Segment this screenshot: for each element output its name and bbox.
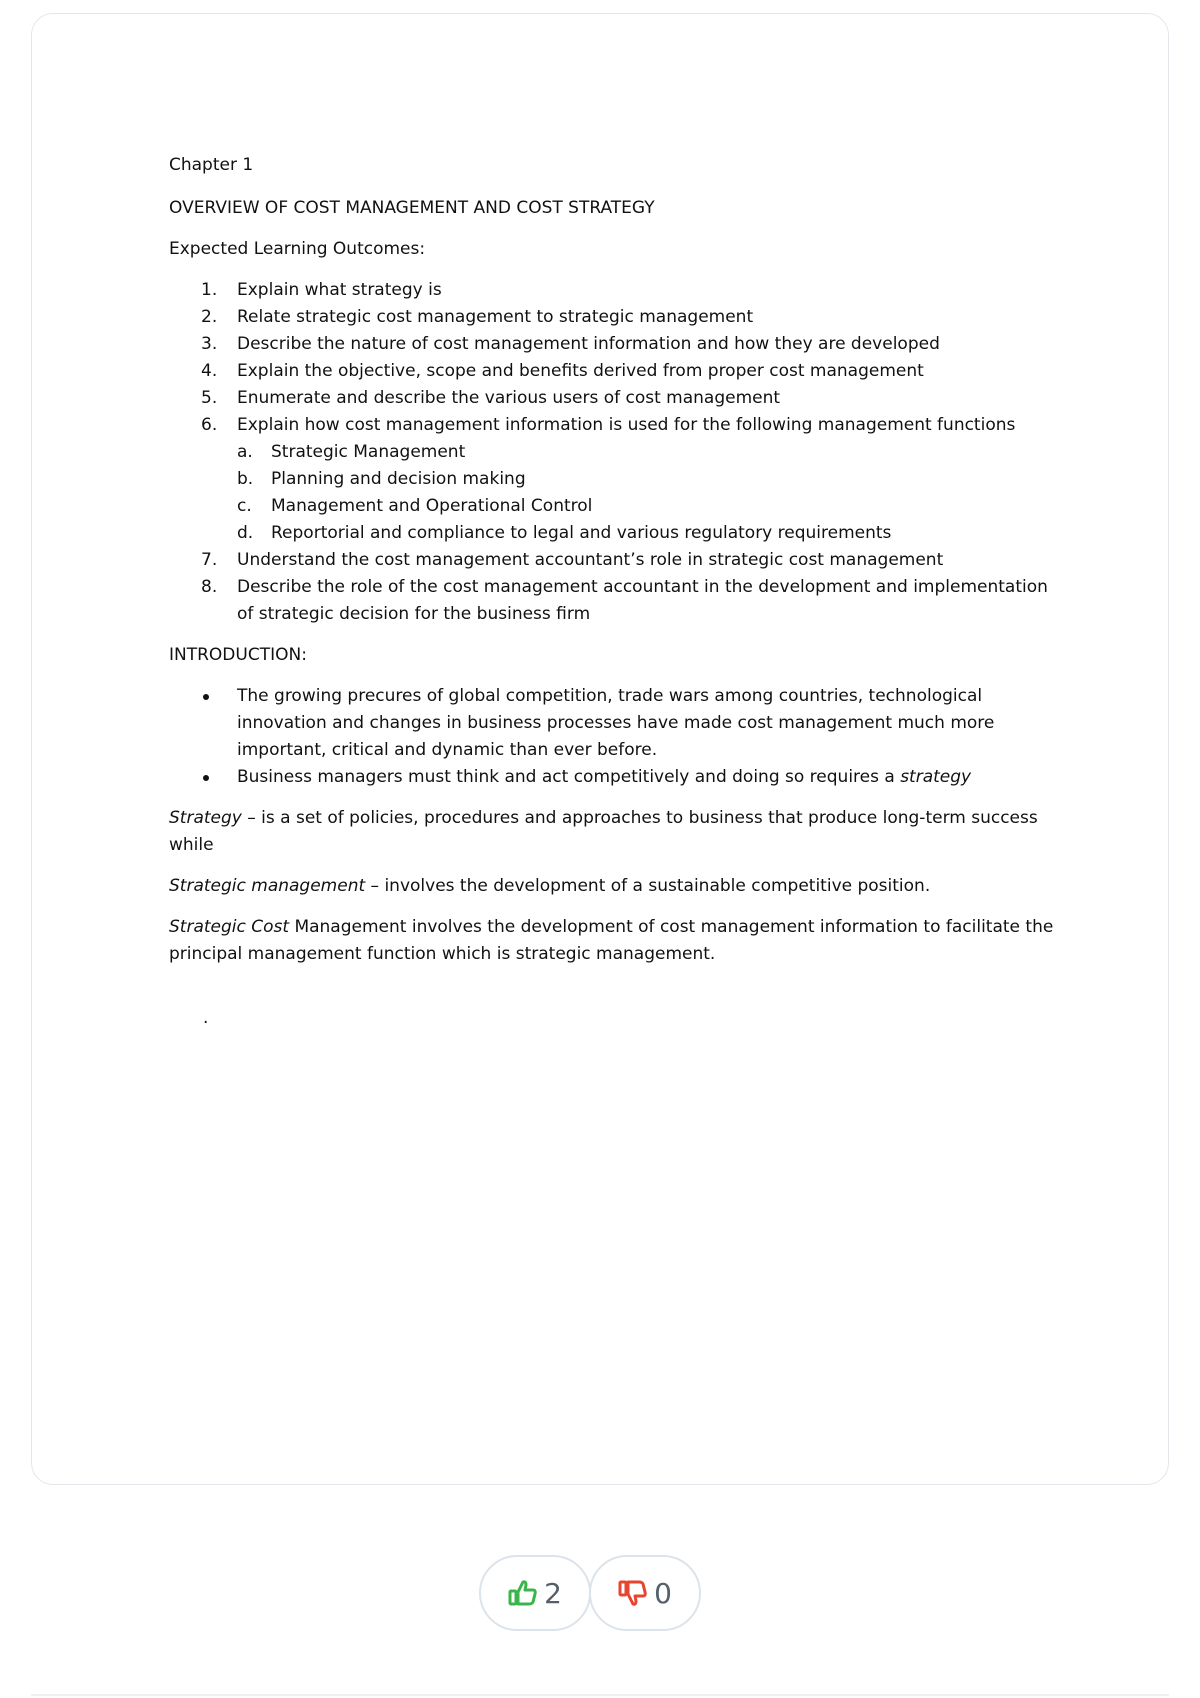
introduction-bullets — [169, 683, 1069, 791]
downvote-count: 0 — [654, 1576, 672, 1610]
definition-term: Strategy — [169, 808, 242, 828]
item-number: 4. — [201, 361, 218, 381]
thumbs-up-icon — [508, 1579, 538, 1607]
item-number: 7. — [201, 550, 218, 570]
item-number: 1. — [201, 280, 218, 300]
thumbs-down-icon — [618, 1579, 648, 1607]
item-text: Reportorial and compliance to legal and various regulatory requirements — [271, 523, 892, 543]
list-item — [169, 547, 1069, 574]
sub-list-item — [237, 466, 1069, 493]
item-letter: b. — [237, 469, 254, 489]
upvote-button[interactable] — [479, 1555, 591, 1631]
upvote-count: 2 — [544, 1576, 562, 1610]
item-text: Describe the nature of cost management information and how they are developed — [237, 334, 940, 354]
list-item — [169, 412, 1069, 547]
list-item — [169, 683, 1069, 764]
definition-text: – is a set of policies, procedures and approaches to business that produce long-term success while — [169, 808, 1038, 855]
item-number: 3. — [201, 334, 218, 354]
item-text: Understand the cost management accountant’s role in strategic cost management — [237, 550, 944, 570]
outcomes-list — [169, 277, 1069, 628]
footer-divider — [31, 1694, 1169, 1696]
item-text: Explain how cost management information is used for the following management functions — [237, 415, 1016, 435]
list-item — [169, 385, 1069, 412]
definition-text: – involves the development of a sustainable competitive position. — [365, 876, 931, 896]
stray-mark: . — [203, 1008, 209, 1028]
sub-list-item — [237, 520, 1069, 547]
item-text: Business managers must think and act competitively and doing so requires a — [237, 767, 901, 787]
item-text: Describe the role of the cost management accountant in the development and implementation of strategic decision for the business firm — [237, 577, 1048, 624]
outcomes-heading: Expected Learning Outcomes: — [169, 239, 426, 259]
item-letter: d. — [237, 523, 254, 543]
definition-strategic-management — [169, 873, 1069, 900]
item-letter: a. — [237, 442, 253, 462]
list-item — [169, 277, 1069, 304]
item-text: Strategic Management — [271, 442, 466, 462]
definition-strategy — [169, 805, 1069, 859]
item-emphasis: strategy — [900, 767, 972, 787]
item-text: Explain what strategy is — [237, 280, 442, 300]
definition-strategic-cost-management — [169, 914, 1069, 968]
list-item — [169, 764, 1069, 791]
item-number: 6. — [201, 415, 218, 435]
list-item — [169, 331, 1069, 358]
downvote-button[interactable] — [589, 1555, 701, 1631]
sub-list-item — [237, 493, 1069, 520]
item-number: 2. — [201, 307, 218, 327]
item-text: Planning and decision making — [271, 469, 526, 489]
list-item — [169, 574, 1069, 628]
vote-bar — [479, 1555, 701, 1631]
item-text: Relate strategic cost management to strategic management — [237, 307, 754, 327]
bullet-icon — [203, 775, 209, 781]
item-number: 8. — [201, 577, 218, 597]
definition-text: Management involves the development of cost management information to facilitate the principal management function which is strategic management. — [169, 917, 1054, 964]
list-item — [169, 304, 1069, 331]
item-letter: c. — [237, 496, 252, 516]
item-text: The growing precures of global competition, trade wars among countries, technological innovation and changes in business processes have made cost management much more important, critical and dynamic than ever before. — [237, 686, 995, 760]
item-text: Enumerate and describe the various users of cost management — [237, 388, 781, 408]
item-text: Management and Operational Control — [271, 496, 593, 516]
bullet-icon — [203, 694, 209, 700]
stray-mark-row — [169, 1008, 1069, 1035]
document-body — [169, 152, 1069, 1035]
definition-term: Strategic Cost — [169, 917, 290, 937]
list-item — [169, 358, 1069, 385]
sub-outcomes-list — [237, 439, 1069, 547]
item-number: 5. — [201, 388, 218, 408]
item-text: Explain the objective, scope and benefits derived from proper cost management — [237, 361, 924, 381]
chapter-title: OVERVIEW OF COST MANAGEMENT AND COST STRATEGY — [169, 198, 655, 218]
definition-term: Strategic management — [169, 876, 366, 896]
introduction-heading: INTRODUCTION: — [169, 645, 307, 665]
chapter-label: Chapter 1 — [169, 155, 254, 175]
sub-list-item — [237, 439, 1069, 466]
